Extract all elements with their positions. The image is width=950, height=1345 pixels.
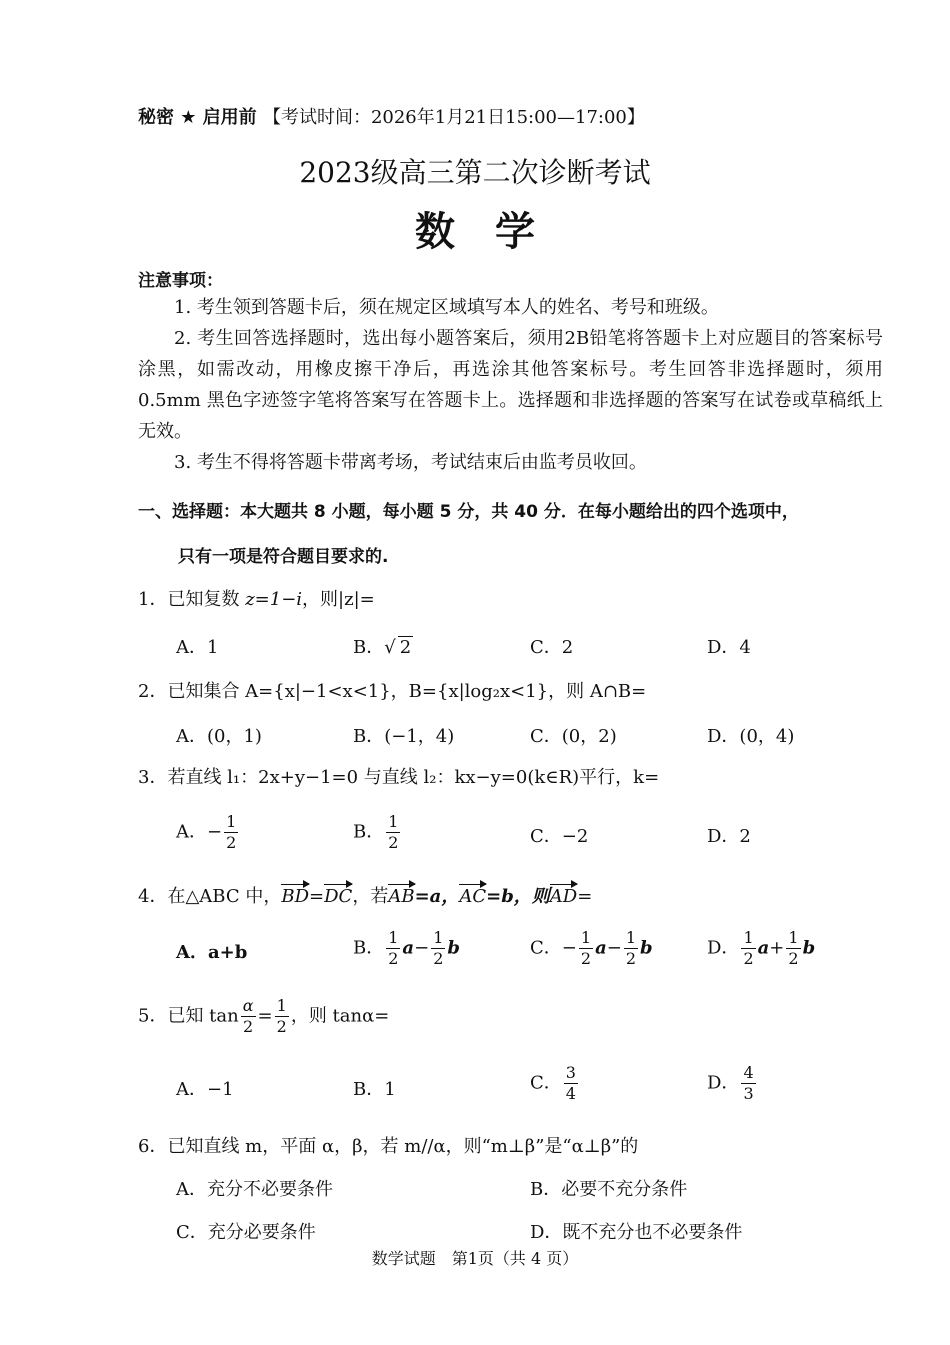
numerator: 4 <box>743 1063 754 1082</box>
numerator: 1 <box>625 928 637 947</box>
exam-title: 2023级高三第二次诊断考试 <box>299 156 651 189</box>
numerator: 1 <box>788 928 799 947</box>
option-label: D． <box>707 937 740 959</box>
question-number: 2． <box>138 681 168 702</box>
numerator: 1 <box>388 928 399 947</box>
question-2 <box>138 677 646 703</box>
fraction <box>741 1063 755 1104</box>
vector-dc: DC <box>324 886 353 907</box>
minus-sign: − <box>561 937 577 959</box>
question-3 <box>138 763 659 789</box>
fraction <box>564 1063 578 1104</box>
question-text: =b，则 <box>486 886 550 907</box>
option-label: B． <box>353 821 385 843</box>
numerator: 1 <box>433 928 444 947</box>
question-5 <box>138 996 389 1037</box>
confidential-label <box>138 103 645 129</box>
vector-ac: AC <box>459 886 487 907</box>
fraction <box>786 928 800 969</box>
fraction <box>241 996 256 1037</box>
numerator: 1 <box>276 996 287 1015</box>
vector-b: b <box>802 937 816 959</box>
question-text: =a， <box>414 886 460 907</box>
exam-time: 【考试时间：2026年1月21日15:00—17:00】 <box>262 107 645 128</box>
denominator: 2 <box>243 1017 254 1036</box>
denominator: 2 <box>388 833 399 852</box>
q3-option-b <box>353 812 402 853</box>
question-text: 在△ABC 中， <box>167 886 282 907</box>
denominator: 2 <box>625 949 637 968</box>
notice-item-1: 1. 考生领到答题卡后，须在规定区域填写本人的姓名、考号和班级。 <box>174 297 719 318</box>
question-number: 4． <box>138 886 168 907</box>
question-expr: z=1−i <box>245 589 303 610</box>
fraction <box>386 928 400 969</box>
denominator: 2 <box>388 949 399 968</box>
numerator: 1 <box>580 928 592 947</box>
q2-option-d: D．(0，4) <box>707 726 795 747</box>
vector-a: a <box>402 937 415 959</box>
equals: = <box>309 886 325 907</box>
vector-bd: BD <box>281 886 310 907</box>
question-text: 已知直线 m，平面 α，β，若 m//α，则“m⊥β”是“α⊥β”的 <box>167 1136 639 1157</box>
q6-option-b: B．必要不充分条件 <box>530 1179 688 1200</box>
option-label: B． <box>353 637 385 658</box>
numerator: 1 <box>388 812 399 831</box>
question-1 <box>138 585 375 611</box>
vector-a: a <box>595 937 607 959</box>
sqrt-symbol: √ <box>384 637 396 658</box>
fraction <box>741 928 755 969</box>
q3-option-c: C．−2 <box>530 826 589 847</box>
option-label: B． <box>353 937 385 959</box>
question-text: 已知 tan <box>167 1005 239 1027</box>
equals: = <box>577 886 593 907</box>
numerator: α <box>242 996 254 1015</box>
q1-option-c: C．2 <box>530 637 574 658</box>
secret-text: 秘密 ★ 启用前 <box>138 107 257 128</box>
question-text: 已知复数 <box>167 589 246 610</box>
notice-heading: 注意事项： <box>138 271 223 291</box>
question-4 <box>138 882 592 908</box>
numerator: 1 <box>226 812 237 831</box>
fraction <box>624 928 638 969</box>
vector-ad: AD <box>549 886 578 907</box>
question-text: ，若 <box>352 886 389 907</box>
q6-option-a: A．充分不必要条件 <box>176 1179 333 1200</box>
minus-sign: − <box>606 937 622 959</box>
option-label: D． <box>707 1072 740 1094</box>
equals: = <box>257 1005 273 1027</box>
numerator: 1 <box>743 928 754 947</box>
q3-option-a <box>176 812 240 853</box>
q4-option-d <box>707 928 815 969</box>
plus-sign: + <box>769 937 785 959</box>
fraction <box>275 996 289 1037</box>
q2-option-a: A．(0，1) <box>176 726 262 747</box>
denominator: 3 <box>743 1084 754 1103</box>
q4-option-b <box>353 928 460 969</box>
fraction <box>386 812 400 853</box>
vector-a: a <box>757 937 770 959</box>
denominator: 2 <box>433 949 444 968</box>
q6-option-c: C．充分必要条件 <box>176 1222 316 1243</box>
q2-option-b: B．(−1，4) <box>353 726 455 747</box>
q5-option-d <box>707 1063 758 1104</box>
section-heading-line1: 一、选择题：本大题共 8 小题，每小题 5 分，共 40 分．在每小题给出的四个选项中， <box>138 502 799 522</box>
notice-item-2: 2. 考生回答选择题时，选出每小题答案后，须用2B铅笔将答题卡上对应题目的答案标号涂黑，如需改动，用橡皮擦干净后，再选涂其他答案标号。考生回答非选择题时，须用 0.5mm 黑色字迹签字笔将答案写在答题卡上。选择题和非选择题的答案写在试卷或草稿纸上无效。 <box>138 328 883 442</box>
question-text: 若直线 l₁：2x+y−1=0 与直线 l₂：kx−y=0(k∈R)平行，k= <box>167 767 660 788</box>
fraction <box>579 928 593 969</box>
section-heading-line2: 只有一项是符合题目要求的. <box>178 547 389 567</box>
denominator: 2 <box>276 1017 287 1036</box>
vector-b: b <box>640 937 653 959</box>
denominator: 2 <box>226 833 237 852</box>
question-text: 已知集合 A={x|−1<x<1}，B={x|log₂x<1}，则 A∩B= <box>167 681 647 702</box>
denominator: 2 <box>788 949 799 968</box>
question-number: 6． <box>138 1136 168 1157</box>
question-number: 1． <box>138 589 168 610</box>
q3-option-d: D．2 <box>707 826 751 847</box>
option-label: A． <box>176 821 207 843</box>
minus-sign: − <box>414 937 430 959</box>
q5-option-b: B．1 <box>353 1079 396 1100</box>
radicand: 2 <box>399 637 412 658</box>
notice-item-3: 3. 考生不得将答题卡带离考场，考试结束后由监考员收回。 <box>174 452 647 473</box>
denominator: 2 <box>743 949 754 968</box>
q5-option-c <box>530 1063 580 1104</box>
q4-option-a: A．a+b <box>176 942 248 963</box>
q2-option-c: C．(0，2) <box>530 726 617 747</box>
option-label: C． <box>530 937 562 959</box>
denominator: 4 <box>565 1084 576 1103</box>
denominator: 2 <box>580 949 592 968</box>
q6-option-d: D．既不充分也不必要条件 <box>530 1222 743 1243</box>
vector-b: b <box>447 937 460 959</box>
q4-option-c <box>530 928 653 969</box>
vector-ab: AB <box>388 886 415 907</box>
q5-option-a: A．−1 <box>176 1079 234 1100</box>
fraction <box>224 812 238 853</box>
question-text: ，则|z|= <box>302 589 375 610</box>
question-text: ，则 tanα= <box>290 1005 390 1027</box>
q1-option-a: A．1 <box>176 637 219 658</box>
q1-option-d: D．4 <box>707 637 751 658</box>
subject-title: 数学 <box>415 209 575 255</box>
q1-option-b <box>353 633 413 659</box>
question-number: 5． <box>138 1005 168 1027</box>
fraction <box>431 928 445 969</box>
question-number: 3． <box>138 767 168 788</box>
numerator: 3 <box>565 1063 576 1082</box>
page-footer: 数学试题 第1页（共 4 页） <box>371 1249 579 1268</box>
minus-sign: − <box>207 821 223 843</box>
question-6 <box>138 1132 638 1158</box>
option-label: C． <box>530 1072 562 1094</box>
